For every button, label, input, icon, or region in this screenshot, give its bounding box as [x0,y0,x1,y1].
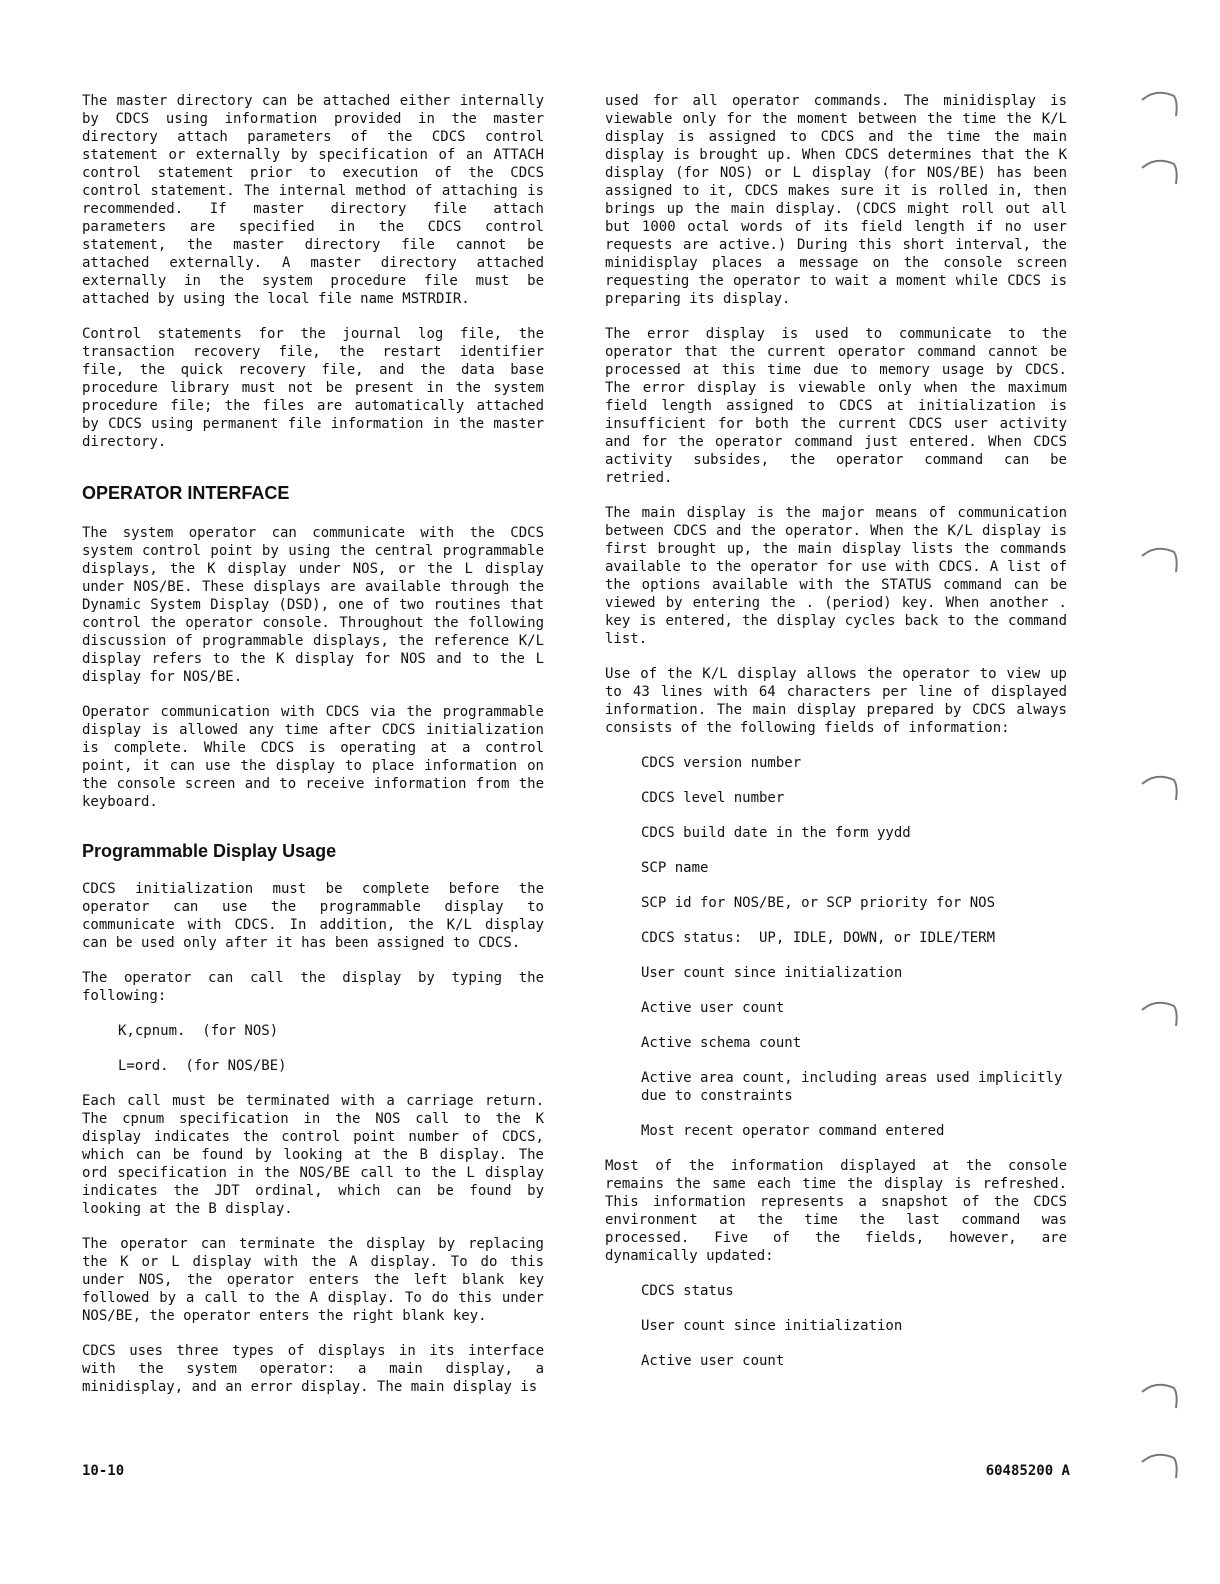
paragraph: Most of the information displayed at the console remains the same each time the display is refreshed. This information represents a snapshot of the CDCS environment at the time the last command was processed. Five of the fields, however, are dynamically updated: [605,1158,1067,1264]
paragraph: The operator can terminate the display by replacing the K or L display with the A display. To do this under NOS, the operator enters the left blank key followed by a call to the A display. To do this under NOS/BE, the operator enters the right blank key. [82,1236,544,1324]
binding-mark-icon [1140,156,1180,186]
paragraph: The master directory can be attached either internally by CDCS using information provided in the master directory attach parameters of the CDCS control statement or externally by specification of an ATTACH control statement prior to execution of the CDCS control statement. The internal method of attaching is recommended. If master directory file attach parameters are specified in the CDCS control statement, the master directory file cannot be attached externally. A master directory attached externally in the system procedure file must be attached by using the local file name MSTRDIR. [82,93,544,307]
subsection-heading: Programmable Display Usage [82,841,337,861]
paragraph: The main display is the major means of communication between CDCS and the operator. When the K/L display is first brought up, the main display lists the commands available to the operator for use with CDCS. A list of the options available with the STATUS command can be viewed by entering the . (period) key. When another . key is entered, the display cycles back to the command list. [605,505,1067,647]
dynamic-field-item: CDCS status [641,1283,734,1299]
document-number: 60485200 A [985,1463,1070,1479]
dynamic-field-item: User count since initialization [641,1318,903,1334]
right-column [605,92,1067,1370]
binding-mark-icon [1140,1380,1180,1410]
binding-mark-icon [1140,772,1180,802]
paragraph: Use of the K/L display allows the operator to view up to 43 lines with 64 characters per line of displayed information. The main display prepared by CDCS always consists of the following fields of information: [605,666,1067,736]
code-line: K,cpnum. (for NOS) [118,1023,279,1039]
binding-mark-icon [1140,544,1180,574]
binding-mark-icon [1140,998,1180,1028]
field-item: Most recent operator command entered [641,1123,945,1139]
binding-mark-icon [1140,88,1180,118]
field-item: CDCS status: UP, IDLE, DOWN, or IDLE/TERM [641,930,996,946]
field-item: Active area count, including areas used implicitly due to constraints [641,1070,1063,1104]
field-item: CDCS build date in the form yydd [641,825,911,841]
paragraph: Operator communication with CDCS via the programmable display is allowed any time after CDCS initialization is complete. While CDCS is operating at a control point, it can use the display to place information on the console screen and to receive information from the keyboard. [82,704,544,810]
paragraph: used for all operator commands. The minidisplay is viewable only for the moment between the time the K/L display is assigned to CDCS and the time the main display is brought up. When CDCS determines that the K display (for NOS) or L display (for NOS/BE) has been assigned to it, CDCS makes sure it is rolled in, then brings up the main display. (CDCS might roll out all but 1000 octal words of its field length if no user requests are active.) During this short interval, the minidisplay places a message on the console screen requesting the operator to wait a moment while CDCS is preparing its display. [605,93,1067,307]
paragraph: CDCS initialization must be complete before the operator can use the programmable display to communicate with CDCS. In addition, the K/L display can be used only after it has been assigned to CDCS. [82,881,544,951]
field-item: Active schema count [641,1035,802,1051]
paragraph: CDCS uses three types of displays in its interface with the system operator: a main display, a minidisplay, and an error display. The main display is [82,1343,544,1395]
code-line: L=ord. (for NOS/BE) [118,1058,287,1074]
field-item: CDCS version number [641,755,802,771]
left-column [82,92,544,1396]
field-item: User count since initialization [641,965,903,981]
dynamic-field-item: Active user count [641,1353,785,1369]
binding-mark-icon [1140,1450,1180,1480]
paragraph: The operator can call the display by typing the following: [82,970,544,1004]
field-item: CDCS level number [641,790,785,806]
field-item: SCP name [641,860,709,876]
paragraph: The system operator can communicate with the CDCS system control point by using the central programmable displays, the K display under NOS, or the L display under NOS/BE. These displays are available through the Dynamic System Display (DSD), one of two routines that control the operator console. Throughout the following discussion of programmable displays, the reference K/L display refers to the K display for NOS and to the L display for NOS/BE. [82,525,544,685]
page-number: 10-10 [82,1463,125,1479]
field-item: SCP id for NOS/BE, or SCP priority for NOS [641,895,996,911]
paragraph: Each call must be terminated with a carriage return. The cpnum specification in the NOS call to the K display indicates the control point number of CDCS, which can be found by looking at the B display. The ord specification in the NOS/BE call to the L display indicates the JDT ordinal, which can be found by looking at the B display. [82,1093,544,1217]
section-heading: OPERATOR INTERFACE [82,483,290,503]
field-item: Active user count [641,1000,785,1016]
paragraph: Control statements for the journal log file, the transaction recovery file, the restart identifier file, the quick recovery file, and the data base procedure library must not be present in the system procedure file; the files are automatically attached by CDCS using permanent file information in the master directory. [82,326,544,450]
paragraph: The error display is used to communicate to the operator that the current operator command cannot be processed at this time due to memory usage by CDCS. The error display is viewable only when the maximum field length assigned to CDCS at initialization is insufficient for both the current CDCS user activity and for the operator command just entered. When CDCS activity subsides, the operator command can be retried. [605,326,1067,486]
